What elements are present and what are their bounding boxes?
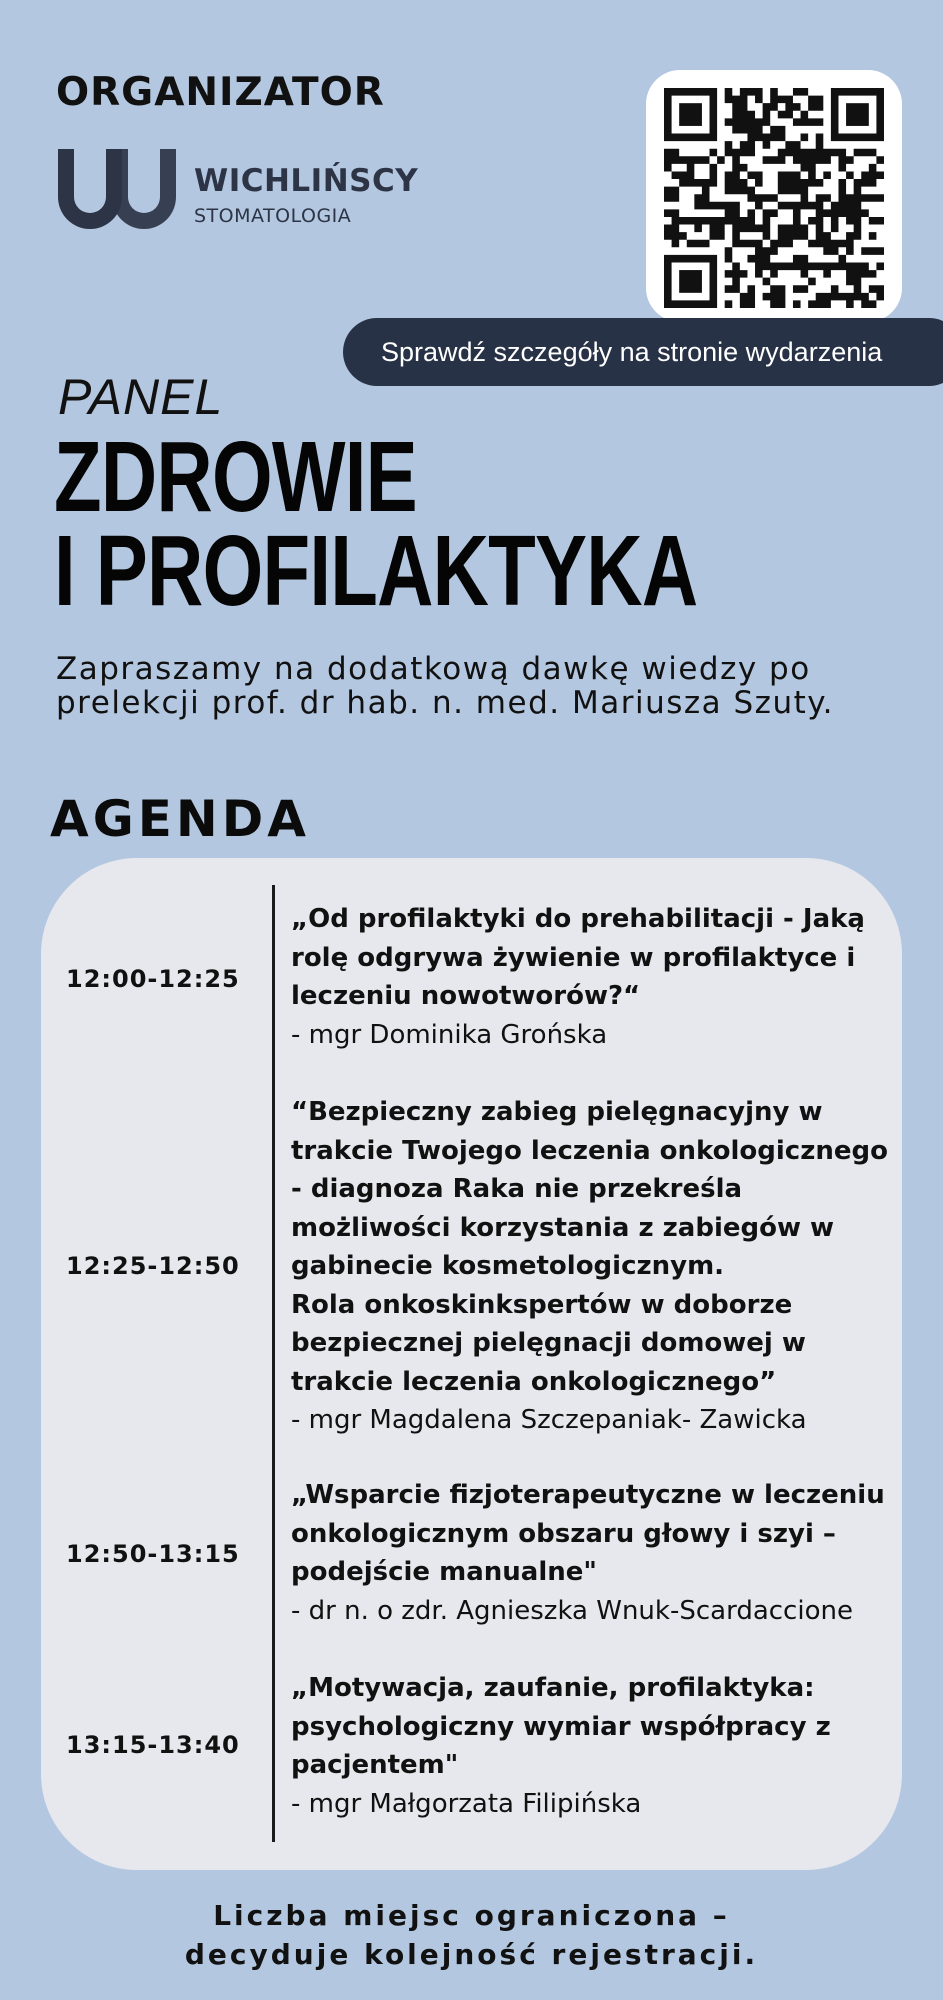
- qr-code-icon: [664, 88, 884, 308]
- qr-code[interactable]: [646, 70, 902, 322]
- agenda-heading: AGENDA: [50, 790, 310, 848]
- agenda-talk-4: [291, 1669, 901, 1823]
- talk-speaker: - dr n. o zdr. Agnieszka Wnuk-Scardaccione: [291, 1595, 853, 1626]
- wichlinscy-logo-icon: [54, 145, 179, 233]
- agenda-talk-3: [291, 1476, 901, 1630]
- agenda-divider: [272, 885, 275, 1842]
- agenda-time-2: 12:25-12:50: [66, 1252, 240, 1280]
- agenda-talk-1: [291, 900, 901, 1054]
- talk-speaker: - mgr Dominika Grońska: [291, 1019, 608, 1050]
- event-details-button[interactable]: Sprawdź szczegóły na stronie wydarzenia: [343, 318, 943, 386]
- talk-title: „Od profilaktyki do prehabilitacji - Jaką rolę odgrywa żywienie w profilaktyce i leczeniu nowotworów?“: [291, 904, 865, 1011]
- talk-title: „Wsparcie fizjoterapeutyczne w leczeniu onkologicznym obszaru głowy i szyi – podejście manualne": [291, 1480, 885, 1587]
- agenda-time-4: 13:15-13:40: [66, 1731, 240, 1759]
- talk-speaker: - mgr Małgorzata Filipińska: [291, 1788, 642, 1819]
- organizer-label: ORGANIZATOR: [56, 70, 385, 115]
- talk-title: “Bezpieczny zabieg pielęgnacyjny w trakcie Twojego leczenia onkologicznego - diagnoza Raka nie przekreśla możliwości korzystania z zabiegów w gabinecie kosmetologicznym. Rola onkoskinkspertów w doborze bezpiecznej pielęgnacji domowej w trakcie leczenia onkologicznego”: [291, 1097, 888, 1397]
- logo-name: WICHLIŃSCY: [194, 163, 419, 199]
- agenda-talk-2: [291, 1093, 901, 1440]
- footer-note: [0, 1896, 943, 1974]
- intro-text: Zapraszamy na dodatkową dawkę wiedzy po prelekcji prof. dr hab. n. med. Mariusza Szuty.: [56, 651, 835, 721]
- footer-line-1: Liczba miejsc ograniczona –: [213, 1899, 730, 1932]
- title-line-2: I PROFILAKTYKA: [54, 515, 698, 627]
- panel-label: PANEL: [58, 369, 224, 425]
- logo-subtitle: STOMATOLOGIA: [194, 205, 352, 227]
- page-title: [54, 421, 698, 627]
- footer-line-2: decyduje kolejność rejestracji.: [184, 1938, 759, 1971]
- talk-speaker: - mgr Magdalena Szczepaniak- Zawicka: [291, 1405, 807, 1435]
- agenda-time-1: 12:00-12:25: [66, 965, 240, 993]
- talk-title: „Motywacja, zaufanie, profilaktyka: psychologiczny wymiar współpracy z pacjentem": [291, 1673, 831, 1780]
- agenda-time-3: 12:50-13:15: [66, 1540, 240, 1568]
- organizer-logo: [54, 145, 434, 233]
- title-line-1: ZDROWIE: [54, 421, 417, 533]
